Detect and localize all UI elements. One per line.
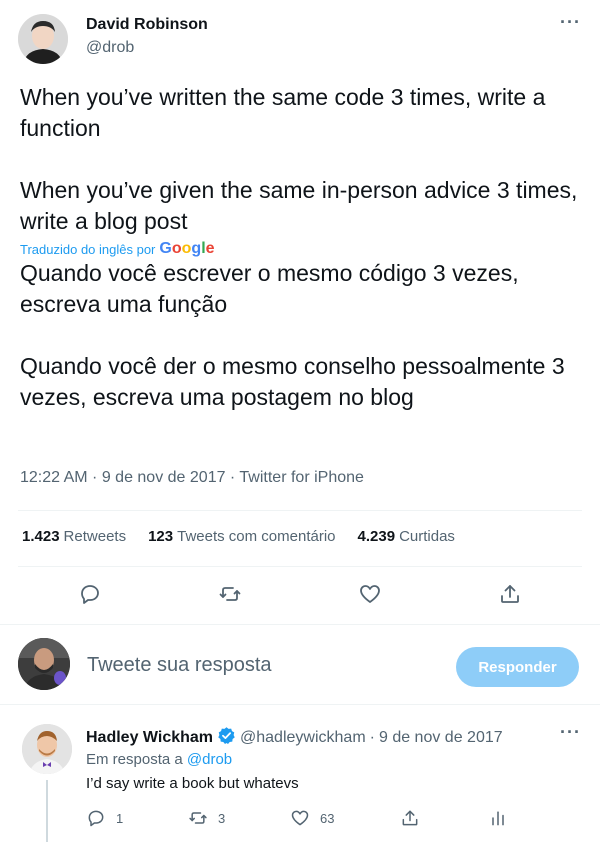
reply-date[interactable]: 9 de nov de 2017 xyxy=(378,729,503,746)
share-icon[interactable] xyxy=(496,580,524,608)
retweets-count: 1.423 xyxy=(22,528,60,545)
reply-submit-button[interactable]: Responder xyxy=(456,647,579,687)
reply-more-options-icon[interactable]: ··· xyxy=(560,722,581,742)
translation-attribution[interactable] xyxy=(20,240,215,258)
likes-count: 4.239 xyxy=(357,528,396,545)
reply-reply-action[interactable] xyxy=(86,808,123,828)
verified-badge-icon xyxy=(217,726,236,750)
reply-text: I’d say write a book but whatevs xyxy=(86,775,299,792)
analytics-icon xyxy=(488,808,508,828)
in-reply-to-label: Em resposta a xyxy=(86,751,183,768)
reply-retweet-action[interactable] xyxy=(188,808,225,828)
reply-author-name[interactable]: Hadley Wickham xyxy=(86,729,214,746)
divider xyxy=(18,566,582,567)
in-reply-to xyxy=(86,751,232,768)
reply-author-avatar[interactable] xyxy=(22,724,72,774)
reply-icon xyxy=(86,808,106,828)
divider xyxy=(0,624,600,625)
divider xyxy=(18,510,582,511)
tweet-text-original: When you’ve written the same code 3 times, write a function When you’ve given the same in-person advice 3 times, write a blog post xyxy=(20,84,578,234)
author-name[interactable]: David Robinson xyxy=(86,16,208,33)
reply-header xyxy=(86,726,503,750)
author-avatar[interactable] xyxy=(18,14,68,64)
reply-like-count: 63 xyxy=(320,810,335,826)
more-options-icon[interactable]: ··· xyxy=(560,12,581,32)
reply-reply-count: 1 xyxy=(116,810,124,826)
likes-label: Curtidas xyxy=(399,528,455,545)
reply-input[interactable] xyxy=(87,654,437,677)
tweet-stats xyxy=(22,528,455,545)
quotes-label: Tweets com comentário xyxy=(177,528,336,545)
share-icon xyxy=(400,808,420,828)
reply-analytics-action[interactable] xyxy=(488,808,508,828)
author-handle[interactable]: @drob xyxy=(86,39,135,56)
quotes-count: 123 xyxy=(148,528,174,545)
like-icon[interactable] xyxy=(356,580,384,608)
like-icon xyxy=(290,808,310,828)
tweet-text-translated: Quando você escrever o mesmo código 3 vezes, escreva uma função Quando você der o mesmo conselho pessoalmente 3 vezes, escreva uma postagem no blog xyxy=(20,260,565,410)
reply-like-action[interactable] xyxy=(290,808,334,828)
reply-icon[interactable] xyxy=(76,580,104,608)
reply-share-action[interactable] xyxy=(400,808,420,828)
translated-by-label: Traduzido do inglês por xyxy=(20,241,156,257)
quotes-stat[interactable] xyxy=(148,528,335,545)
google-logo: Google xyxy=(159,240,215,257)
reply-author-handle[interactable]: @hadleywickham xyxy=(240,729,366,746)
in-reply-to-handle[interactable]: @drob xyxy=(186,751,233,768)
divider xyxy=(0,704,600,705)
retweet-icon xyxy=(188,808,208,828)
thread-line xyxy=(46,780,48,842)
tweet-timestamp-source[interactable]: 12:22 AM · 9 de nov de 2017 · Twitter for iPhone xyxy=(20,469,364,486)
likes-stat[interactable] xyxy=(358,528,455,545)
current-user-avatar[interactable] xyxy=(18,638,70,690)
separator-dot: · xyxy=(369,729,375,746)
retweets-stat[interactable] xyxy=(22,528,126,545)
retweets-label: Retweets xyxy=(63,528,127,545)
retweet-icon[interactable] xyxy=(216,580,244,608)
reply-retweet-count: 3 xyxy=(218,810,226,826)
